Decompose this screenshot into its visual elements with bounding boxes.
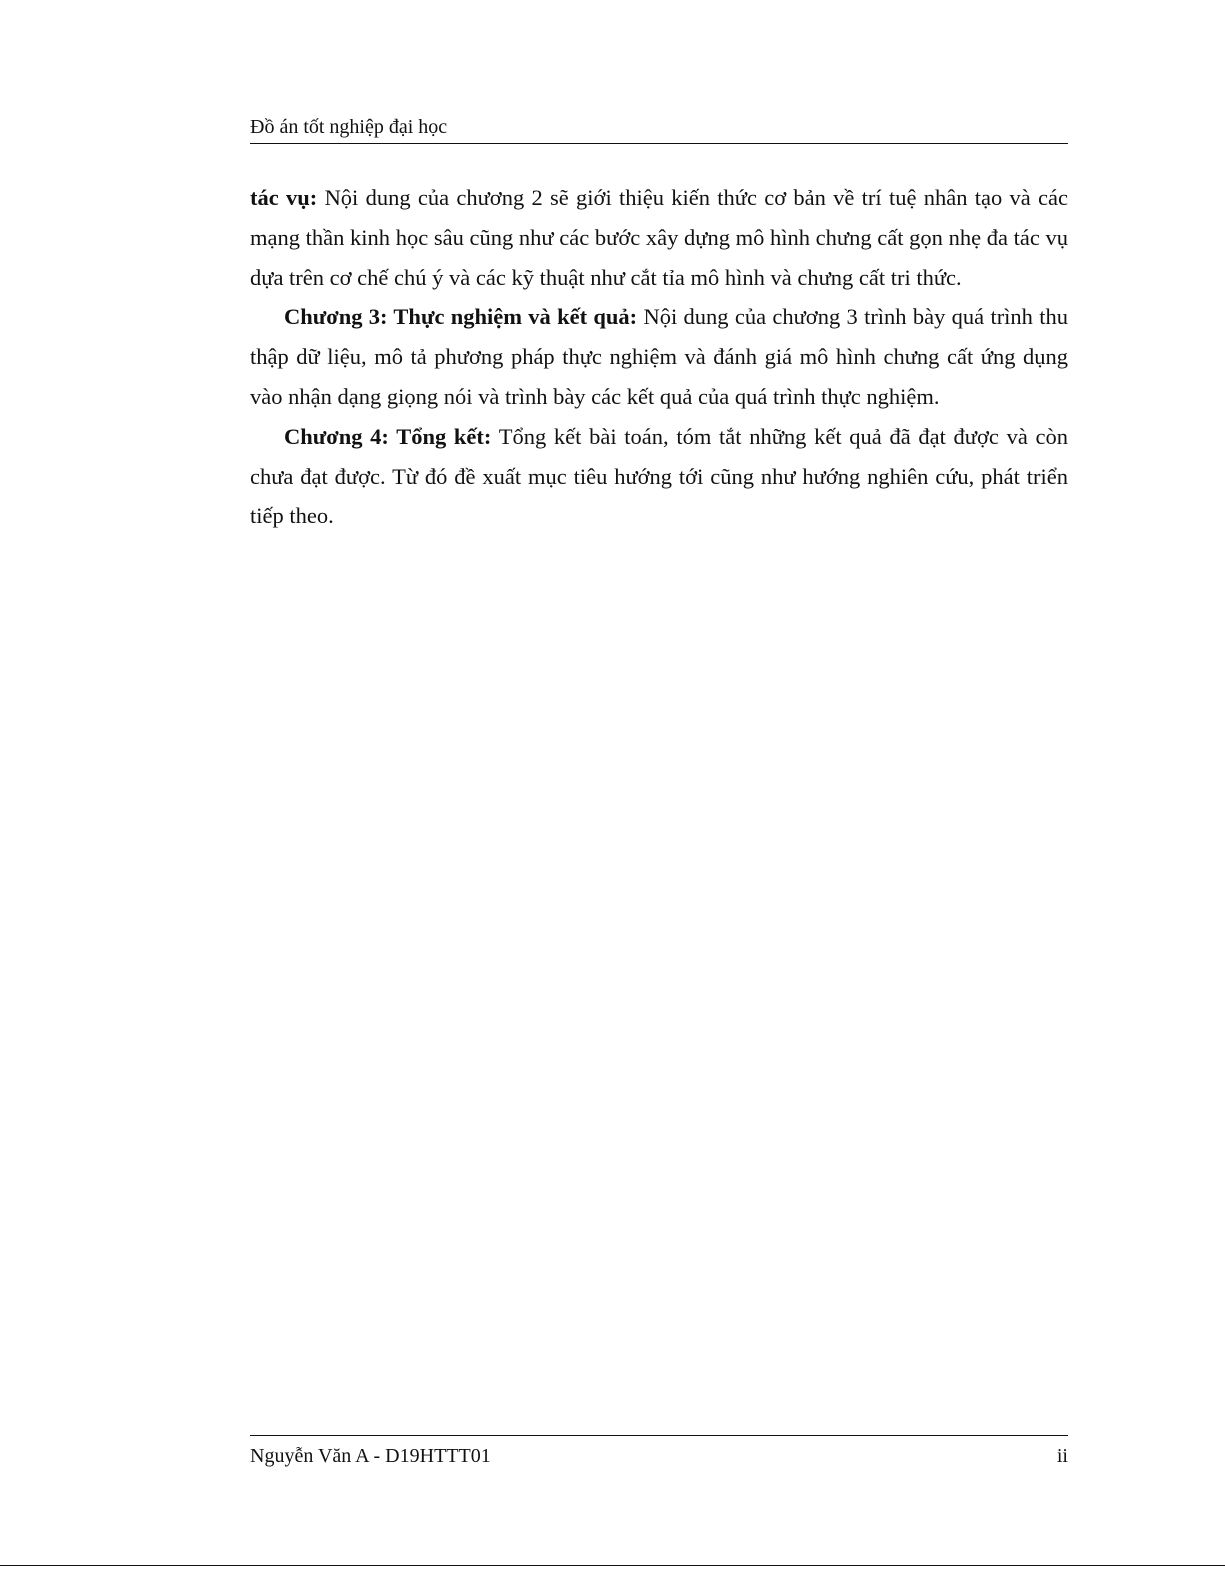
paragraph-lead: Chương 4: Tổng kết:: [284, 423, 492, 449]
page-bottom-edge: [0, 1565, 1225, 1566]
paragraph-text: Nội dung của chương 2 sẽ giới thiệu kiến thức cơ bản về trí tuệ nhân tạo và các mạng thần kinh học sâu cũng như các bước xây dựng mô hình chưng cất gọn nhẹ đa tác vụ dựa trên cơ chế chú ý và các kỹ thuật như cắt tỉa mô hình và chưng cất tri thức.: [250, 185, 1068, 290]
header-title: Đồ án tốt nghiệp đại học: [250, 116, 448, 138]
paragraph-lead: tác vụ:: [250, 185, 318, 210]
paragraph-chapter-3: [250, 297, 1068, 416]
footer-author: Nguyễn Văn A - D19HTTT01: [250, 1445, 491, 1467]
paragraph-chapter-4: [250, 417, 1068, 536]
page-header: [250, 114, 1068, 140]
footer-divider: [250, 1435, 1068, 1436]
page-footer: [250, 1443, 1068, 1469]
paragraph-text: Tổng kết bài toán, tóm tắt những kết quả đã đạt được và còn chưa đạt được. Từ đó đề xuất mục tiêu hướng tới cũng như hướng nghiên cứu, phát triển tiếp theo.: [250, 423, 1068, 529]
paragraph-lead: Chương 3: Thực nghiệm và kết quả:: [284, 304, 638, 330]
document-body: [250, 178, 1068, 536]
page-number: ii: [1056, 1445, 1068, 1467]
paragraph-chapter-2-continued: [250, 178, 1068, 297]
paragraph-text: Nội dung của chương 3 trình bày quá trình thu thập dữ liệu, mô tả phương pháp thực nghiệm và đánh giá mô hình chưng cất ứng dụng vào nhận dạng giọng nói và trình bày các kết quả của quá trình thực nghiệm.: [250, 304, 1068, 409]
header-divider: [250, 143, 1068, 144]
